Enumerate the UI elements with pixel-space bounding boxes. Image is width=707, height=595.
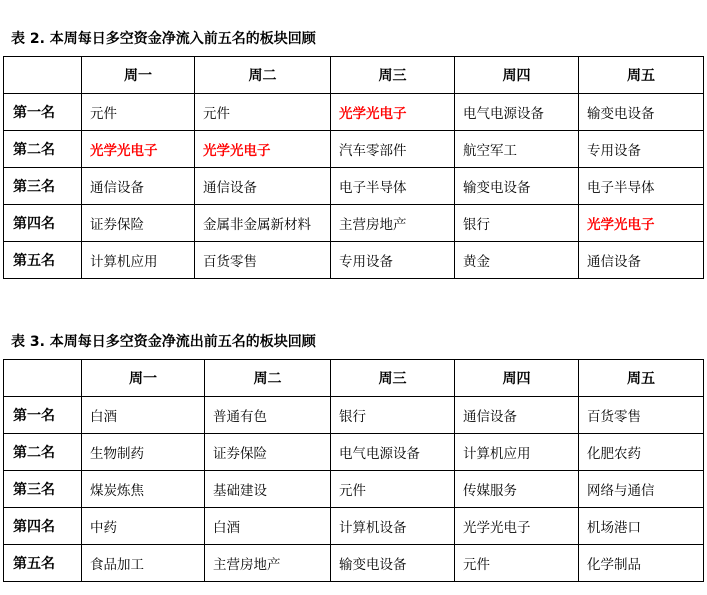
rank-label: 第四名 [4, 205, 82, 242]
table-cell: 黄金 [455, 242, 579, 279]
table-cell-highlighted: 光学光电子 [331, 94, 455, 131]
rank-label: 第三名 [4, 471, 82, 508]
rank-label: 第一名 [4, 397, 82, 434]
table-cell: 通信设备 [455, 397, 579, 434]
rank-label: 第五名 [4, 545, 82, 582]
table-cell: 主营房地产 [331, 205, 455, 242]
rank-label: 第一名 [4, 94, 82, 131]
table-cell: 元件 [82, 94, 195, 131]
table-cell: 元件 [331, 471, 455, 508]
header-tuesday: 周二 [205, 360, 331, 397]
table-cell: 化肥农药 [579, 434, 704, 471]
table-cell: 航空军工 [455, 131, 579, 168]
table-row [4, 397, 704, 434]
table-cell: 通信设备 [82, 168, 195, 205]
table-cell: 传媒服务 [455, 471, 579, 508]
table-cell: 基础建设 [205, 471, 331, 508]
rank-label: 第四名 [4, 508, 82, 545]
header-corner [4, 57, 82, 94]
rank-label: 第五名 [4, 242, 82, 279]
table-cell: 主营房地产 [205, 545, 331, 582]
header-friday: 周五 [579, 57, 704, 94]
table-2-caption: 表 2. 本周每日多空资金净流入前五名的板块回顾 [11, 31, 316, 47]
outflow-table [3, 359, 704, 582]
table-cell: 食品加工 [82, 545, 205, 582]
table-cell: 通信设备 [579, 242, 704, 279]
table-3-caption: 表 3. 本周每日多空资金净流出前五名的板块回顾 [11, 334, 316, 350]
table-row [4, 94, 704, 131]
header-tuesday: 周二 [195, 57, 331, 94]
table-cell: 白酒 [82, 397, 205, 434]
table-cell: 输变电设备 [579, 94, 704, 131]
table-row [4, 434, 704, 471]
header-corner [4, 360, 82, 397]
table-cell: 通信设备 [195, 168, 331, 205]
table-row [4, 545, 704, 582]
table-cell: 百货零售 [195, 242, 331, 279]
table-cell: 输变电设备 [331, 545, 455, 582]
header-friday: 周五 [579, 360, 704, 397]
table-cell: 银行 [455, 205, 579, 242]
table-cell: 证券保险 [82, 205, 195, 242]
table-cell: 电气电源设备 [331, 434, 455, 471]
table-cell: 普通有色 [205, 397, 331, 434]
table-cell: 煤炭炼焦 [82, 471, 205, 508]
inflow-table [3, 56, 704, 279]
table-cell-highlighted: 光学光电子 [579, 205, 704, 242]
table-row [4, 471, 704, 508]
table-row [4, 168, 704, 205]
header-thursday: 周四 [455, 360, 579, 397]
table-cell: 生物制药 [82, 434, 205, 471]
header-wednesday: 周三 [331, 360, 455, 397]
rank-label: 第二名 [4, 434, 82, 471]
table-cell: 元件 [195, 94, 331, 131]
table-row [4, 131, 704, 168]
table-cell: 电子半导体 [331, 168, 455, 205]
table-cell: 白酒 [205, 508, 331, 545]
table-cell: 元件 [455, 545, 579, 582]
header-monday: 周一 [82, 360, 205, 397]
header-thursday: 周四 [455, 57, 579, 94]
table-row [4, 242, 704, 279]
rank-label: 第二名 [4, 131, 82, 168]
table-cell: 计算机设备 [331, 508, 455, 545]
table-cell: 网络与通信 [579, 471, 704, 508]
table-cell: 百货零售 [579, 397, 704, 434]
table-cell: 专用设备 [579, 131, 704, 168]
table-cell: 计算机应用 [82, 242, 195, 279]
table-cell: 计算机应用 [455, 434, 579, 471]
table-cell: 电气电源设备 [455, 94, 579, 131]
rank-label: 第三名 [4, 168, 82, 205]
table-cell: 证券保险 [205, 434, 331, 471]
table-row [4, 205, 704, 242]
table-cell: 银行 [331, 397, 455, 434]
table-cell: 中药 [82, 508, 205, 545]
table-cell: 光学光电子 [455, 508, 579, 545]
table-cell-highlighted: 光学光电子 [82, 131, 195, 168]
table-cell: 化学制品 [579, 545, 704, 582]
table-cell: 输变电设备 [455, 168, 579, 205]
table-header-row [4, 57, 704, 94]
table-cell: 电子半导体 [579, 168, 704, 205]
header-wednesday: 周三 [331, 57, 455, 94]
table-cell: 金属非金属新材料 [195, 205, 331, 242]
table-cell-highlighted: 光学光电子 [195, 131, 331, 168]
table-row [4, 508, 704, 545]
header-monday: 周一 [82, 57, 195, 94]
table-cell: 汽车零部件 [331, 131, 455, 168]
table-cell: 专用设备 [331, 242, 455, 279]
table-header-row [4, 360, 704, 397]
table-cell: 机场港口 [579, 508, 704, 545]
